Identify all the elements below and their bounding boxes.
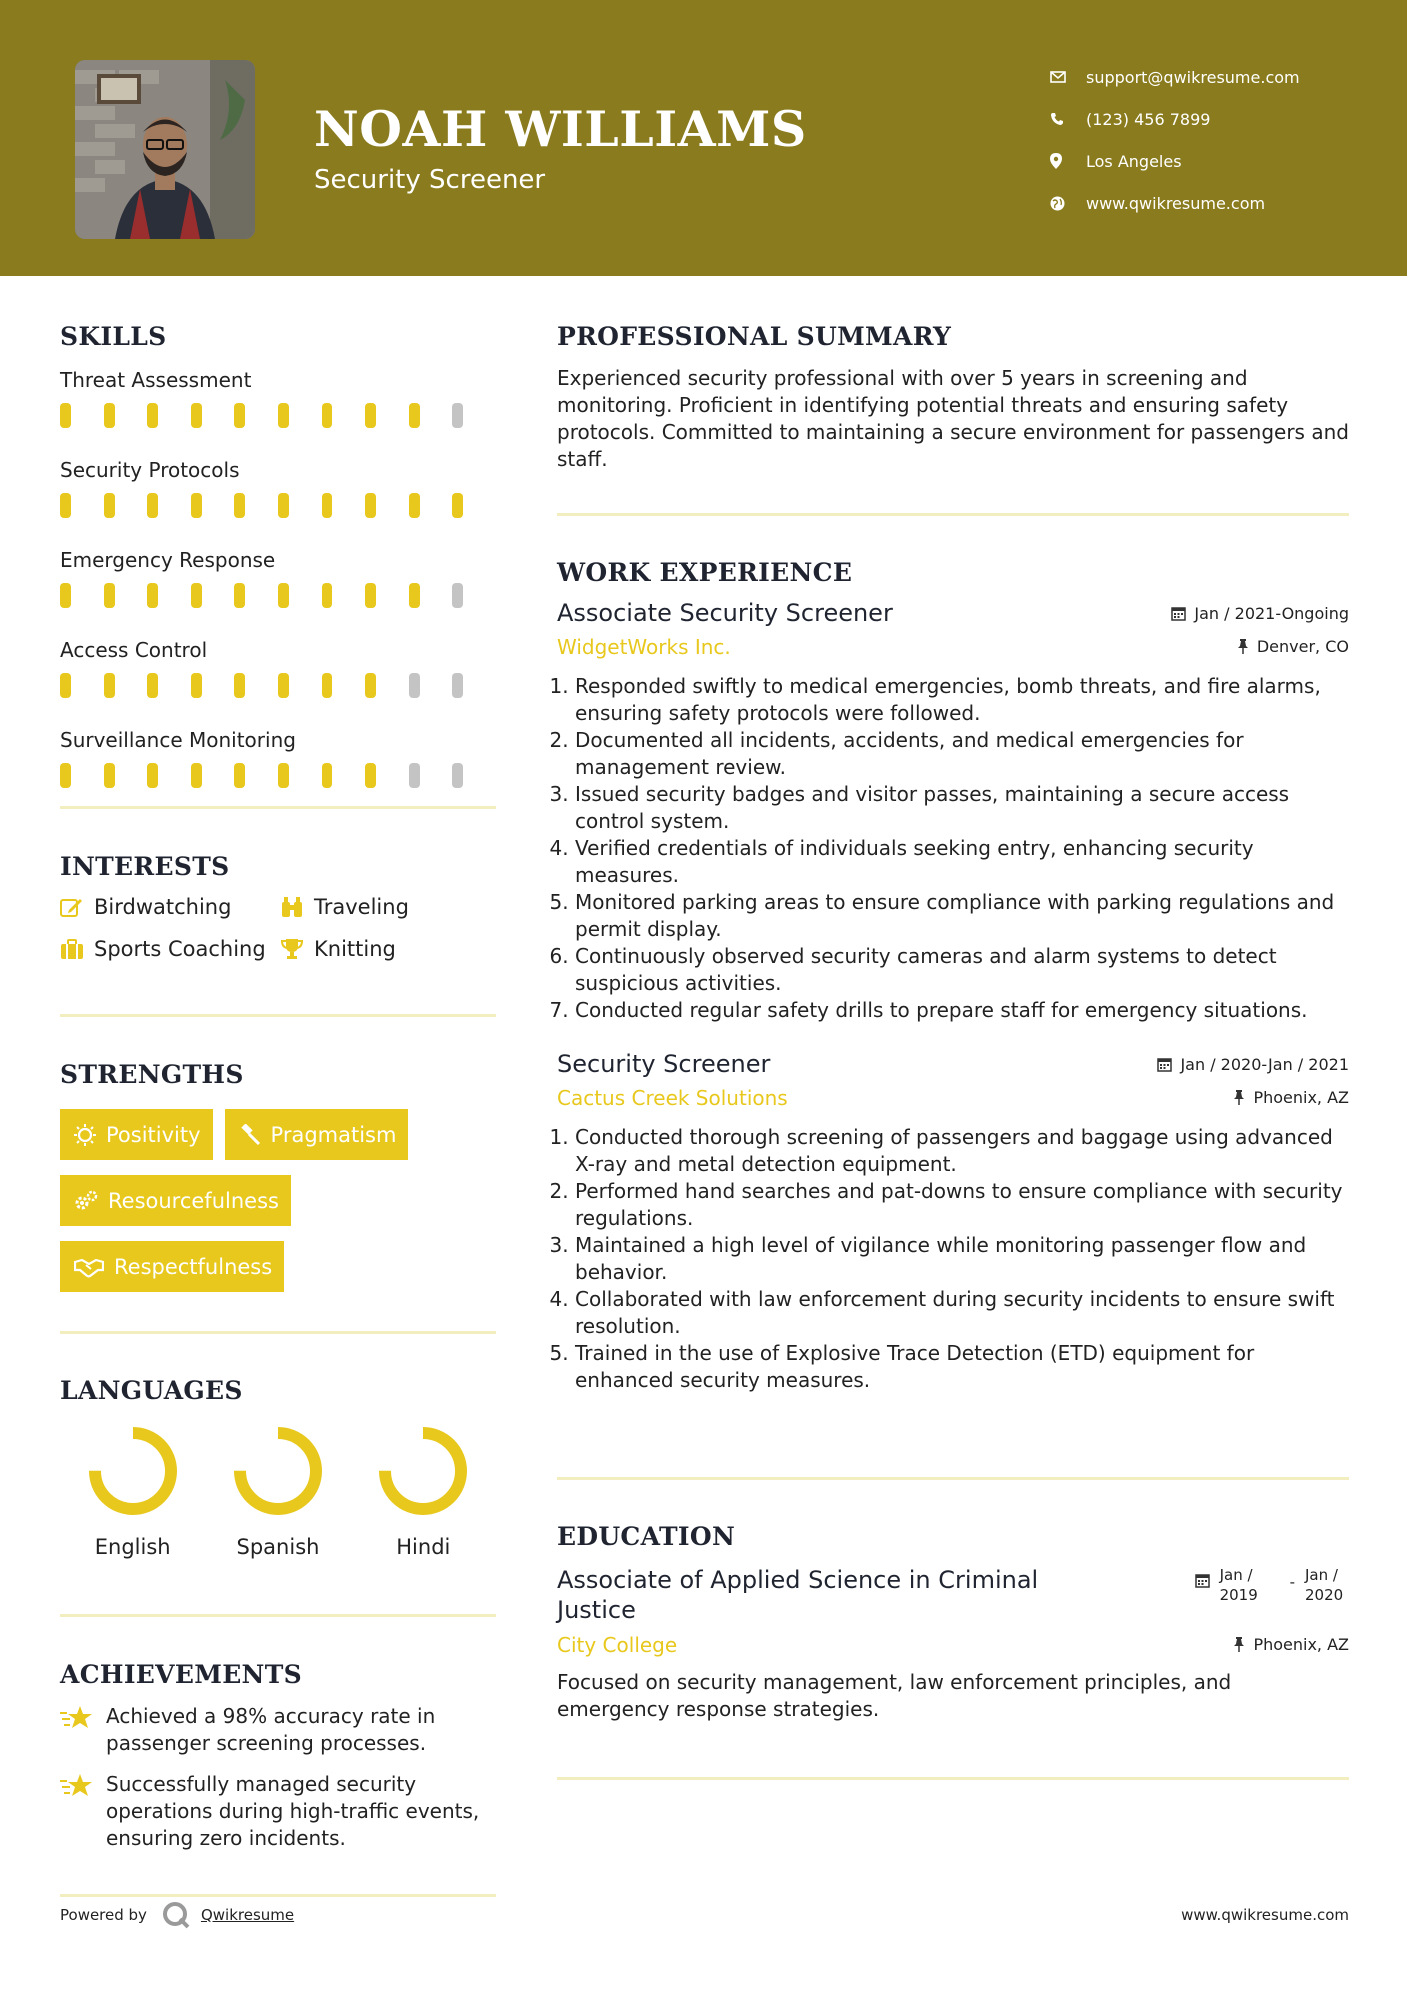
job-header — [557, 599, 1349, 627]
skill-dot-filled — [322, 583, 333, 608]
calendar-icon — [1195, 1573, 1210, 1588]
skill-rating — [60, 493, 496, 545]
education-degree: Associate of Applied Science in Criminal Justice — [557, 1566, 1039, 1624]
contact-list — [1050, 56, 1390, 224]
skill-dot-filled — [322, 763, 333, 788]
star-icon — [60, 1773, 94, 1799]
duty-item: 4. Verified credentials of individuals seeking entry, enhancing security measures. — [575, 835, 1349, 889]
pushpin-icon — [1233, 1637, 1245, 1652]
languages-section — [60, 1376, 496, 1559]
contact-phone[interactable] — [1050, 98, 1390, 140]
language-item — [205, 1425, 350, 1559]
education-section — [557, 1522, 1349, 1723]
skill-dot-empty — [452, 583, 463, 608]
job-role: Associate Security Screener — [557, 599, 893, 627]
summary-heading: PROFESSIONAL SUMMARY — [557, 322, 952, 351]
interest-item — [60, 895, 280, 919]
skill-dot-filled — [409, 493, 420, 518]
achievement-text: Successfully managed security operations during high-traffic events, ensuring zero incidents. — [106, 1772, 480, 1850]
skill-item — [60, 545, 496, 635]
skill-dot-filled — [60, 493, 71, 518]
skill-dot-filled — [278, 763, 289, 788]
job-dates-text: Jan / 2021-Ongoing — [1194, 604, 1349, 623]
powered-by-label: Powered by — [60, 1906, 147, 1924]
achievement-text: Achieved a 98% accuracy rate in passenger screening processes. — [106, 1704, 436, 1755]
trophy-icon — [280, 938, 304, 960]
education-end-date: Jan / 2020 — [1305, 1566, 1344, 1604]
achievements-heading: ACHIEVEMENTS — [60, 1660, 302, 1689]
language-ring — [377, 1425, 469, 1517]
language-ring — [87, 1425, 179, 1517]
skill-dot-filled — [365, 763, 376, 788]
skill-dot-filled — [147, 493, 158, 518]
strength-tag — [60, 1241, 284, 1292]
education-description: Focused on security management, law enforcement principles, and emergency response strategies. — [557, 1670, 1232, 1721]
skills-heading: SKILLS — [60, 322, 167, 351]
job-dates — [1157, 1055, 1349, 1074]
profile-photo-image — [75, 60, 255, 239]
job-location — [1237, 637, 1349, 656]
job-subheader — [557, 1078, 1349, 1110]
skill-name: Surveillance Monitoring — [60, 728, 296, 752]
skill-dot-filled — [322, 403, 333, 428]
experience-section — [557, 558, 1349, 1394]
interest-item — [280, 895, 480, 919]
job-subheader — [557, 627, 1349, 659]
map-pin-icon — [1050, 153, 1086, 169]
job-dates — [1171, 604, 1349, 623]
language-item — [60, 1425, 205, 1559]
education-location-text: Phoenix, AZ — [1253, 1635, 1349, 1654]
skill-rating — [60, 673, 496, 725]
language-name: Hindi — [396, 1535, 451, 1559]
pushpin-icon — [1233, 1090, 1245, 1105]
job-entry — [557, 599, 1349, 1024]
duty-item: 4. Collaborated with law enforcement during security incidents to ensure swift resolution. — [575, 1286, 1349, 1340]
strength-tag — [225, 1109, 409, 1160]
job-role: Security Screener — [557, 1050, 771, 1078]
skill-dot-filled — [191, 493, 202, 518]
phone-icon — [1050, 112, 1086, 126]
achievement-item — [60, 1771, 496, 1852]
skill-dot-filled — [234, 403, 245, 428]
skill-dot-empty — [409, 763, 420, 788]
interest-label: Birdwatching — [94, 895, 232, 919]
strength-tag — [60, 1109, 213, 1160]
job-header — [557, 1050, 1349, 1078]
briefcase-icon — [60, 938, 84, 960]
strengths-list — [60, 1109, 496, 1307]
duty-item: 6. Continuously observed security cameras and alarm systems to detect suspicious activities. — [575, 943, 1349, 997]
skill-dot-filled — [60, 403, 71, 428]
education-school: City College — [557, 1633, 678, 1657]
footer-website[interactable]: www.qwikresume.com — [1181, 1906, 1349, 1924]
strength-tag — [60, 1175, 291, 1226]
job-company: WidgetWorks Inc. — [557, 635, 731, 659]
skill-item — [60, 725, 496, 815]
globe-icon — [1050, 196, 1086, 211]
interests-section — [60, 852, 496, 961]
strength-label: Resourcefulness — [108, 1188, 279, 1213]
education-location — [1233, 1635, 1349, 1654]
language-ring — [232, 1425, 324, 1517]
section-divider — [60, 806, 496, 809]
skill-dot-filled — [234, 583, 245, 608]
skill-dot-filled — [278, 673, 289, 698]
skills-section — [60, 322, 496, 815]
skill-dot-filled — [147, 403, 158, 428]
skills-list — [60, 365, 496, 815]
language-item — [351, 1425, 496, 1559]
education-heading: EDUCATION — [557, 1522, 736, 1551]
achievements-section — [60, 1660, 496, 1852]
pushpin-icon — [1237, 639, 1249, 654]
skill-dot-empty — [452, 763, 463, 788]
summary-section — [557, 322, 1349, 473]
languages-list — [60, 1425, 496, 1559]
job-company: Cactus Creek Solutions — [557, 1086, 788, 1110]
skill-dot-filled — [104, 493, 115, 518]
skill-name: Security Protocols — [60, 458, 240, 482]
job-location — [1233, 1088, 1349, 1107]
skill-dot-filled — [234, 493, 245, 518]
contact-website[interactable] — [1050, 182, 1390, 224]
interest-item — [60, 937, 280, 961]
job-location-text: Denver, CO — [1256, 637, 1349, 656]
strength-label: Positivity — [106, 1122, 201, 1147]
skill-dot-filled — [278, 583, 289, 608]
resume-header — [0, 0, 1407, 276]
section-divider — [557, 513, 1349, 516]
skill-dot-filled — [60, 673, 71, 698]
skill-name: Threat Assessment — [60, 368, 252, 392]
skill-dot-filled — [278, 493, 289, 518]
interest-label: Traveling — [314, 895, 409, 919]
calendar-icon — [1171, 606, 1186, 621]
languages-heading: LANGUAGES — [60, 1376, 243, 1405]
education-dates — [1195, 1565, 1349, 1625]
skill-dot-filled — [191, 763, 202, 788]
skill-dot-filled — [409, 403, 420, 428]
skill-item — [60, 455, 496, 545]
duty-item: 5. Monitored parking areas to ensure compliance with parking regulations and permit display. — [575, 889, 1349, 943]
skill-dot-filled — [322, 493, 333, 518]
section-divider — [557, 1777, 1349, 1780]
skill-dot-filled — [104, 673, 115, 698]
section-divider — [557, 1477, 1349, 1480]
skill-dot-filled — [60, 583, 71, 608]
candidate-title: Security Screener — [314, 165, 546, 195]
candidate-name: NOAH WILLIAMS — [314, 100, 807, 158]
education-header — [557, 1565, 1349, 1625]
section-divider — [60, 1014, 496, 1017]
education-start-date: Jan / 2019 — [1219, 1566, 1258, 1604]
skill-item — [60, 365, 496, 455]
contact-location-text: Los Angeles — [1086, 151, 1182, 171]
skill-dot-filled — [147, 673, 158, 698]
experience-heading: WORK EXPERIENCE — [557, 558, 853, 587]
qwikresume-link[interactable]: Qwikresume — [200, 1906, 295, 1924]
duty-item: 2. Performed hand searches and pat-downs to ensure compliance with security regulations. — [575, 1178, 1349, 1232]
binoculars-icon — [280, 896, 304, 918]
contact-email[interactable] — [1050, 56, 1390, 98]
skill-rating — [60, 403, 496, 455]
job-duties — [557, 1124, 1349, 1394]
duty-item: 1. Responded swiftly to medical emergencies, bomb threats, and fire alarms, ensuring safety protocols were followed. — [575, 673, 1349, 727]
skill-dot-filled — [452, 493, 463, 518]
section-divider — [60, 1894, 496, 1897]
strengths-heading: STRENGTHS — [60, 1060, 244, 1089]
language-name: Spanish — [236, 1535, 320, 1559]
achievement-item — [60, 1703, 496, 1757]
contact-location — [1050, 140, 1390, 182]
skill-name: Access Control — [60, 638, 208, 662]
duty-item: 1. Conducted thorough screening of passengers and baggage using advanced X-ray and metal detection equipment. — [575, 1124, 1349, 1178]
skill-dot-empty — [409, 673, 420, 698]
duty-item: 2. Documented all incidents, accidents, and medical emergencies for management review. — [575, 727, 1349, 781]
duty-item: 3. Issued security badges and visitor passes, maintaining a secure access control system. — [575, 781, 1349, 835]
skill-dot-filled — [409, 583, 420, 608]
pencil-icon — [60, 896, 84, 918]
strengths-section — [60, 1060, 496, 1307]
skill-dot-filled — [147, 763, 158, 788]
duty-item: 5. Trained in the use of Explosive Trace Detection (ETD) equipment for enhanced security measures. — [575, 1340, 1349, 1394]
interest-label: Sports Coaching — [94, 937, 266, 961]
skill-dot-empty — [452, 673, 463, 698]
skill-dot-filled — [104, 583, 115, 608]
skill-dot-filled — [365, 493, 376, 518]
calendar-icon — [1157, 1057, 1172, 1072]
summary-text: Experienced security professional with over 5 years in screening and monitoring. Proficient in identifying potential threats and ensuring safety protocols. Committed to maintaining a secure environment for passengers and staff. — [557, 366, 1349, 471]
strength-label: Respectfulness — [114, 1254, 273, 1279]
profile-photo — [75, 60, 255, 239]
skill-dot-filled — [234, 673, 245, 698]
skill-dot-filled — [234, 763, 245, 788]
skill-dot-filled — [191, 673, 202, 698]
envelope-icon — [1050, 71, 1086, 83]
sun-icon — [74, 1124, 96, 1146]
interest-label: Knitting — [314, 937, 396, 961]
strength-label: Pragmatism — [270, 1122, 397, 1147]
skill-name: Emergency Response — [60, 548, 276, 572]
job-entry — [557, 1050, 1349, 1394]
skill-dot-filled — [365, 583, 376, 608]
star-icon — [60, 1705, 94, 1731]
contact-website-text: www.qwikresume.com — [1086, 193, 1266, 213]
skill-dot-filled — [365, 673, 376, 698]
skill-dot-filled — [278, 403, 289, 428]
skill-dot-empty — [452, 403, 463, 428]
gears-icon — [74, 1190, 98, 1212]
job-duties — [557, 673, 1349, 1024]
contact-phone-text: (123) 456 7899 — [1086, 109, 1211, 129]
interest-item — [280, 937, 480, 961]
skill-dot-filled — [147, 583, 158, 608]
section-divider — [60, 1614, 496, 1617]
contact-email-text: support@qwikresume.com — [1086, 67, 1300, 87]
job-dates-text: Jan / 2020-Jan / 2021 — [1180, 1055, 1349, 1074]
skill-dot-filled — [60, 763, 71, 788]
language-name: English — [94, 1535, 171, 1559]
gavel-icon — [239, 1124, 261, 1146]
education-subheader — [557, 1625, 1349, 1657]
skill-rating — [60, 583, 496, 635]
footer-powered-by — [60, 1900, 294, 1930]
duty-item: 3. Maintained a high level of vigilance while monitoring passenger flow and behavior. — [575, 1232, 1349, 1286]
qwikresume-logo-icon — [161, 1900, 191, 1930]
skill-dot-filled — [191, 403, 202, 428]
skill-dot-filled — [365, 403, 376, 428]
job-location-text: Phoenix, AZ — [1253, 1088, 1349, 1107]
section-divider — [60, 1331, 496, 1334]
interests-list — [60, 895, 496, 961]
skill-item — [60, 635, 496, 725]
skill-dot-filled — [191, 583, 202, 608]
date-separator: - — [1289, 1573, 1295, 1591]
duty-item: 7. Conducted regular safety drills to prepare staff for emergency situations. — [575, 997, 1349, 1024]
interests-heading: INTERESTS — [60, 852, 230, 881]
skill-dot-filled — [104, 403, 115, 428]
skill-dot-filled — [104, 763, 115, 788]
handshake-icon — [74, 1256, 104, 1278]
skill-dot-filled — [322, 673, 333, 698]
